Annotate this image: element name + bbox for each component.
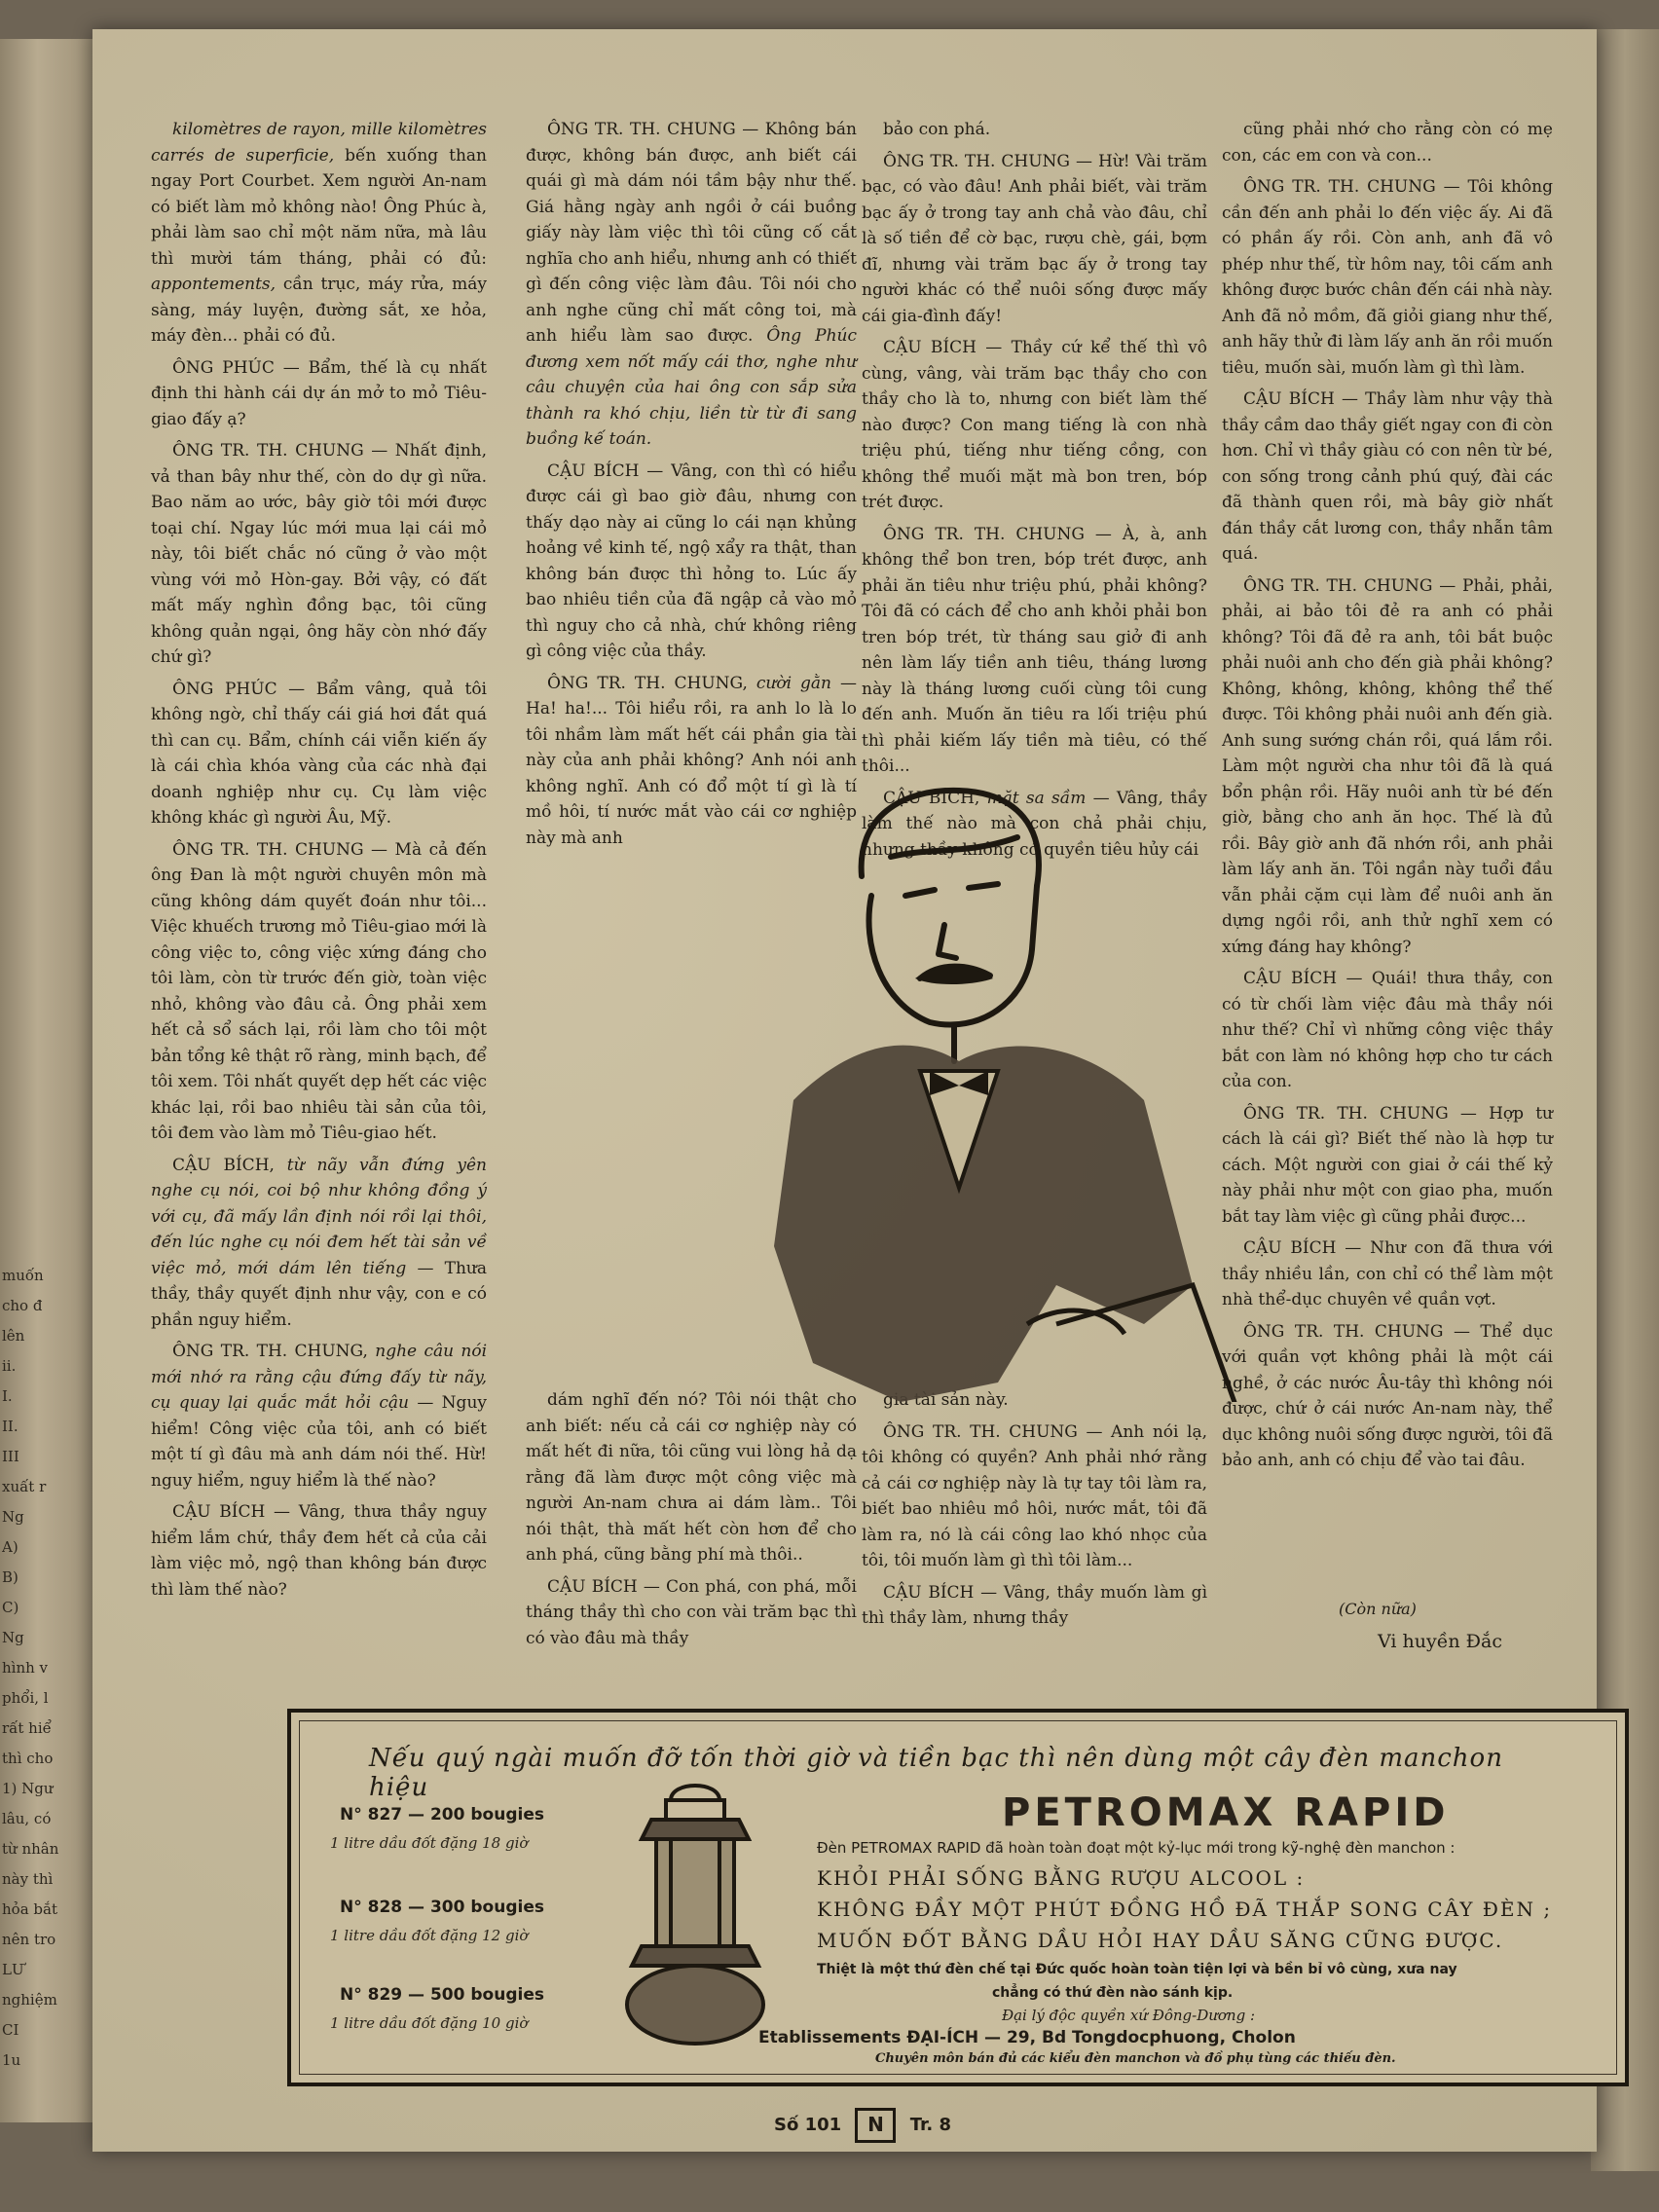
previous-page-text-fragment: 1) Ngư [2,1780,54,1797]
stage-direction: kilomètres de rayon, mille kilomètres carrés de superficie, [151,120,487,166]
paragraph [151,355,487,433]
stage-direction: cười gằn [756,673,841,693]
dialogue-text: CẬU BÍCH — Quái! thưa thầy, con có từ chối làm việc đâu mà thầy nói như thế? Chỉ vì những công việc thầy bắt con làm nó không hợp cho tư cách của con. [1222,969,1553,1091]
magazine-page [92,29,1597,2152]
lantern-illustration [612,1781,778,2053]
dialogue-text: ÔNG TR. TH. CHUNG — Hừ! Vài trăm bạc, có vào đâu! Anh phải biết, vài trăm bạc ấy ở trong tay anh chả vào đâu, chỉ là số tiền để cờ bạc, rượu chè, gái, bợm đĩ, nhưng vài trăm bạc ấy ở trong tay người khác có thể nuôi sống được mấy cái gia-đình đấy! [862,151,1207,326]
paragraph [1222,387,1553,568]
model-828-label: N° 828 — 300 bougies [340,1898,544,1917]
page-footer [774,2108,951,2143]
magazine-logo: N [855,2108,896,2143]
dialogue-text: CẬU BÍCH — Thầy cứ kể thế thì vô cùng, vâng, vài trăm bạc thầy cho con thầy cho là to, nhưng con biết làm thế nào được? Con mang tiếng là con nhà triệu phú, tiếng như tiếng cồng, con không thể muối mặt mà bon tren, bóp trét được. [862,338,1207,512]
paragraph [526,1574,857,1652]
previous-page-text-fragment: B) [2,1568,18,1586]
ad-headline: Nếu quý ngài muốn đỡ tốn thời giờ và tiền bạc thì nên dùng một cây đèn manchon hiệu [369,1744,1503,1802]
paragraph [151,1153,487,1334]
paragraph [862,522,1207,780]
previous-page-text-fragment: này thì [2,1870,54,1888]
previous-page-text-fragment: I. [2,1387,13,1405]
previous-page-text-fragment: cho đ [2,1297,43,1314]
previous-page-text-fragment: A) [2,1538,18,1556]
model-827-note: 1 litre dầu đốt đặng 18 giờ [330,1834,529,1852]
column-3-top [862,117,1207,868]
dialogue-text: cần trục, máy rửa, máy sàng, máy luyện, đường sắt, xe hỏa, máy đèn... phải có đủ. [151,275,487,346]
dialogue-text: CẬU BÍCH, [883,788,987,808]
model-828-note: 1 litre dầu đốt đặng 12 giờ [330,1927,529,1944]
ad-agent-specialty: Chuyên môn bán đủ các kiểu đèn manchon và đồ phụ tùng các thiếu đèn. [875,2051,1396,2066]
paragraph [151,677,487,831]
ad-intro-line: Đèn PETROMAX RAPID đã hoàn toàn đoạt một kỷ-lục mới trong kỹ-nghệ đèn manchon : [817,1839,1456,1857]
previous-page-text-fragment: nên tro [2,1931,56,1948]
stage-direction: từ nãy vẫn đứng yên nghe cụ nói, coi bộ như không đồng ý với cụ, đã mấy lần định nói rồi lại thôi, đến lúc nghe cụ nói đem hết tài sản về việc mỏ, mới dám lên tiếng [151,1155,487,1278]
paragraph [1222,573,1553,961]
dialogue-text: CẬU BÍCH — Thầy làm như vậy thà thầy cầm dao thầy giết ngay con đi còn hơn. Chỉ vì thầy giàu có con nên từ bé, con sống trong cảnh phú quý, đài các đã thành quen rồi, mà bây giờ nhất đán thầy cắt lương con, thầy nhẫn tâm quá. [1222,389,1553,564]
model-829-note: 1 litre dầu đốt đặng 10 giờ [330,2014,529,2032]
dialogue-text: ÔNG TR. TH. CHUNG — Mà cả đến ông Đan là một người chuyên môn mà cũng không dám quyết đoán như tôi... Việc khuếch trương mỏ Tiêu-giao mới là công việc to, công việc xứng đáng cho tôi làm, còn từ trước đến giờ, toàn việc nhỏ, không vào đâu cả. Ông phải xem hết cả sổ sách lại, rồi làm cho tôi một bản tổng kê thật rõ ràng, minh bạch, để tôi xem. Tôi nhất quyết dẹp hết các việc khác lại, rồi bao nhiêu tài sản của tôi, tôi đem vào làm mỏ Tiêu-giao hết. [151,839,487,1143]
previous-page-text-fragment: xuất r [2,1478,47,1495]
column-2-bottom [526,1387,857,1657]
paragraph [526,117,857,453]
stage-direction: mặt sa sầm [986,788,1093,808]
dialogue-text: CẬU BÍCH — Vâng, thưa thầy nguy hiểm lắm chứ, thầy đem hết cả của cải làm việc mỏ, ngộ than không bán được thì làm thế nào? [151,1502,487,1600]
dialogue-text: CẬU BÍCH, [172,1155,287,1175]
previous-page-text-fragment: từ nhân [2,1840,59,1858]
stage-direction: nghe câu nói mới nhớ ra rằng cậu đứng đấy từ nãy, cụ quay lại quắc mắt hỏi cậu [151,1342,488,1413]
dialogue-text: dám nghĩ đến nó? Tôi nói thật cho anh biết: nếu cả cái cơ nghiệp này có mất hết đi nữa, tôi cũng vui lòng hả dạ rằng đã làm được một công việc mà người An-nam chưa ai dám làm.. Tôi nói thật, thà mất hết còn hơn để cho anh phá, cũng bằng phí mà thôi.. [526,1390,857,1565]
paragraph [862,149,1207,330]
dialogue-text: — Ha! ha!... Tôi hiểu rồi, ra anh lo là lo tôi nhầm làm mất hết cái phần gia tài này của anh phải không? Anh nói anh không nghĩ. Anh có đổ một tí gì là tí mồ hôi, tí nước mắt vào cái cơ nghiệp này mà anh [526,673,858,848]
previous-page-text-fragment: nghiệm [2,1991,57,2009]
previous-page-text-fragment: thì cho [2,1750,54,1767]
paragraph [151,1339,487,1493]
dialogue-text: ÔNG TR. TH. CHUNG — Thể dục với quần vợt không phải là một cái nghề, ở các nước Âu-tây thì không nói được, chứ ở cái nước An-nam này, thể dục không nuôi sống được người, tôi đã bảo anh, anh có chịu để vào tai đâu. [1222,1321,1553,1470]
dialogue-text: ÔNG TR. TH. CHUNG — Hợp tư cách là cái gì? Biết thế nào là hợp tư cách. Một người con giai ở cái thế kỷ này phải như một con giao pha, muốn bắt tay làm việc gì cũng phải được... [1222,1103,1553,1227]
column-1 [151,117,487,1608]
issue-number: Số 101 [774,2115,842,2135]
dialogue-text: ÔNG TR. TH. CHUNG — Phải, phải, phải, ai bảo tôi đẻ ra anh có phải không? Tôi đã đẻ ra anh, tôi bắt buộc phải nuôi anh cho đến già phải không? Không, không, không, không thể thế được. Tôi không phải nuôi anh đến già. Anh sung sướng chán rồi, quá lắm rồi. Làm một người cha như tôi đã là quá bổn phận rồi. Hãy nuôi anh từ bé đến giờ, bằng cho anh ăn học. Thế là đủ rồi. Bây giờ anh đã nhớn rồi, anh phải làm lấy anh ăn. Tôi ngần này tuổi đầu vẫn phải cặm cụi làm để nuôi anh ăn dựng ngồi rồi, anh thử nghĩ xem có xứng đáng hay không? [1222,575,1553,957]
paragraph [862,335,1207,516]
paragraph [1222,1235,1553,1313]
previous-page-text-fragment: phổi, l [2,1689,49,1707]
previous-page-text-fragment: C) [2,1599,19,1616]
stage-direction: appontements, [151,275,283,294]
signoff [1222,1597,1553,1654]
ad-feature-2: KHÔNG ĐẦY MỘT PHÚT ĐỒNG HỒ ĐÃ THẮP SONG CÂY ĐÈN ; [817,1898,1553,1921]
previous-page-text-fragment: ii. [2,1357,17,1375]
dialogue-text: ÔNG TR. TH. CHUNG — À, à, anh không thể bon tren, bóp trét được, anh phải ăn tiêu như triệu phú, phải không? Tôi đã có cách để cho anh khỏi phải bon tren bóp trét, từ tháng sau giở đi anh nên làm lấy tiền anh tiêu, tháng lương này là tháng lương cuối cùng tôi cung đến anh. Muốn ăn tiêu ra lối triệu phú thì phải kiếm lấy tiền mà tiêu, có thế thôi... [862,524,1207,776]
previous-page-text-fragment: III [2,1448,19,1465]
column-4 [1222,117,1553,1480]
dialogue-text: ÔNG TR. TH. CHUNG — Tôi không cần đến anh phải lo đến việc ấy. Ai đã có phần ấy rồi. Còn anh, anh đã vô phép như thế, từ hôm nay, tôi cấm anh không được bước chân đến cái nhà này. Anh đã nỏ mồm, đã giỏi giang như thế, anh hãy thử đi làm lấy anh ăn rồi muốn tiêu, muốn sài, muốn làm gì thì làm. [1222,177,1553,378]
dialogue-text: ÔNG PHÚC — Bẩm, thế là cụ nhất định thi hành cái dự án mở to mỏ Tiêu-giao đấy ạ? [151,357,487,429]
paragraph [151,837,487,1147]
dialogue-text: ÔNG TR. TH. CHUNG — Anh nói lạ, tôi không có quyền? Anh phải nhớ rằng cả cái cơ nghiệp này là tự tay tôi làm ra, biết bao nhiêu mồ hôi, nước mắt, tôi đã làm ra, nó là cái công lao khó nhọc của tôi, tôi muốn làm gì thì tôi làm... [862,1421,1207,1570]
ad-description-1: Thiệt là một thứ đèn chế tại Đức quốc hoàn toàn tiện lợi và bền bỉ vô cùng, xưa nay [817,1962,1457,1977]
model-827-label: N° 827 — 200 bougies [340,1805,544,1825]
stage-direction: Ông Phúc đương xem nốt mấy cái thơ, nghe như câu chuyện của hai ông con sắp sửa thành ra khó chịu, liền từ từ đi sang buồng kế toán. [526,326,858,449]
author-name: Vi huyền Đắc [1378,1630,1502,1652]
paragraph [151,117,487,350]
paragraph [862,1580,1207,1632]
dialogue-text: ÔNG TR. TH. CHUNG, [547,673,756,693]
previous-page-text-fragment: 1u [2,2051,21,2069]
model-829-label: N° 829 — 500 bougies [340,1985,544,2005]
man-portrait-illustration [735,779,1261,1402]
ad-feature-3: MUỐN ĐỐT BẰNG DẦU HỎI HAY DẦU SĂNG CŨNG ĐƯỢC. [817,1929,1504,1952]
previous-page-text-fragment: Ng [2,1508,24,1526]
dialogue-text: ÔNG PHÚC — Bẩm vâng, quả tôi không ngờ, chỉ thấy cái giá hơi đắt quá thì can cụ. Bẩm, chính cái viễn kiến ấy là cái chìa khóa vàng của các nhà đại doanh nghiệp như cụ. Cụ làm việc không khác gì người Âu, Mỹ. [151,679,487,828]
previous-page-text-fragment: lâu, có [2,1810,52,1827]
paragraph [1222,1319,1553,1474]
dialogue-text: — Vâng, thầy làm thế nào mà con chả phải chịu, nhưng thầy không có quyền tiêu hủy cái [862,788,1207,860]
previous-page-text-fragment: CI [2,2021,19,2039]
dialogue-text: bến xuống than ngay Port Courbet. Xem người An-nam có biết làm mỏ không nào! Ông Phúc à, phải làm sao chỉ một năm nữa, mà lâu thì mười tám tháng, phải có đủ: [151,145,488,269]
ad-agent-label: Đại lý độc quyền xứ Đông-Dương : [1002,2007,1256,2024]
dialogue-text: CẬU BÍCH — Như con đã thưa với thầy nhiều lần, con chỉ có thể làm một nhà thể-dục chuyên về quần vợt. [1222,1238,1553,1309]
previous-page-text-fragment: hỏa bắt [2,1900,57,1918]
paragraph [1222,966,1553,1095]
previous-page-text-fragment: muốn [2,1267,44,1284]
page-number: Tr. 8 [909,2115,951,2135]
dialogue-text: ÔNG TR. TH. CHUNG — Nhất định, vả than bây như thế, còn do dự gì nữa. Bao năm ao ước, bây giờ tôi mới được toại chí. Ngay lúc mới mua lại cái mỏ này, tôi biết chắc nó cũng ở vào một vùng với mỏ Hòn-gay. Bởi vậy, có đất mất mấy nghìn đồng bạc, tôi cũng không quản ngại, ông hãy còn nhớ đấy chứ gì? [151,441,487,667]
column-3-bottom [862,1387,1207,1638]
dialogue-text: ÔNG TR. TH. CHUNG, [172,1342,376,1361]
dialogue-text: CẬU BÍCH — Vâng, con thì có hiểu được cái gì bao giờ đâu, nhưng con thấy dạo này ai cũng lo cái nạn khủng hoảng về kinh tế, ngộ xẩy ra thật, than không bán được thì hỏng to. Lúc ấy bao nhiêu tiền của đã ngập cả vào mỏ thì nguy cho cả nhà, chứ không riêng gì công việc của thầy. [526,461,857,661]
previous-page-text-fragment: II. [2,1418,18,1435]
petromax-advertisement [287,1709,1629,2086]
previous-page-text-fragment: Ng [2,1629,24,1646]
dialogue-text: CẬU BÍCH — Con phá, con phá, mỗi tháng thầy thì cho con vài trăm bạc thì có vào đâu mà thầy [526,1576,857,1648]
dialogue-text: gia tài sản này. [883,1390,1009,1410]
paragraph [151,1499,487,1603]
dialogue-text: cũng phải nhớ cho rằng còn có mẹ con, các em con và con... [1222,120,1553,166]
ad-agent-name: Etablissements ĐẠI-ÍCH — 29, Bd Tongdocphuong, Cholon [758,2028,1296,2047]
ad-feature-1: KHỎI PHẢI SỐNG BẰNG RƯỢU ALCOOL : [817,1866,1306,1890]
previous-page-text-fragment: rất hiể [2,1719,52,1737]
paragraph [151,438,487,671]
column-2-top [526,117,857,857]
dialogue-text: — Nguy hiểm! Công việc của tôi, anh có biết một tí gì đâu mà anh dám nói thế. Hừ! nguy hiểm, nguy hiểm là thế nào? [151,1393,487,1491]
paragraph [862,1419,1207,1574]
paragraph [1222,117,1553,168]
dialogue-text: CẬU BÍCH — Vâng, thầy muốn làm gì thì thầy làm, nhưng thầy [862,1582,1207,1628]
previous-page-text-fragment: hình v [2,1659,49,1677]
ad-brand-name: PETROMAX RAPID [1002,1790,1450,1835]
dialogue-text: bảo con phá. [883,120,991,139]
dialogue-text: ÔNG TR. TH. CHUNG — Không bán được, không bán được, anh biết cái quái gì mà dám nói tầm bậy như thế. Giá hằng ngày anh ngồi ở cái buồng giấy này làm việc thì tôi cũng cố cắt nghĩa cho anh hiểu, nhưng anh có thiết gì đến công việc làm đâu. Tôi nói cho anh nghe cũng chỉ mất công toi, mà anh hiểu làm sao được. [526,120,857,346]
continued-note: (Còn nữa) [1339,1600,1417,1618]
paragraph [862,117,1207,143]
paragraph [1222,1101,1553,1231]
paragraph [1222,174,1553,381]
previous-page-text-fragment: lên [2,1327,25,1345]
ad-description-2: chẳng có thứ đèn nào sánh kịp. [992,1985,1234,2001]
paragraph [526,459,857,665]
paragraph [526,1387,857,1568]
dialogue-text: — Thưa thầy, thầy quyết định như vậy, con e có phần nguy hiểm. [151,1258,487,1330]
previous-page-text-fragment: LƯ [2,1961,24,1978]
